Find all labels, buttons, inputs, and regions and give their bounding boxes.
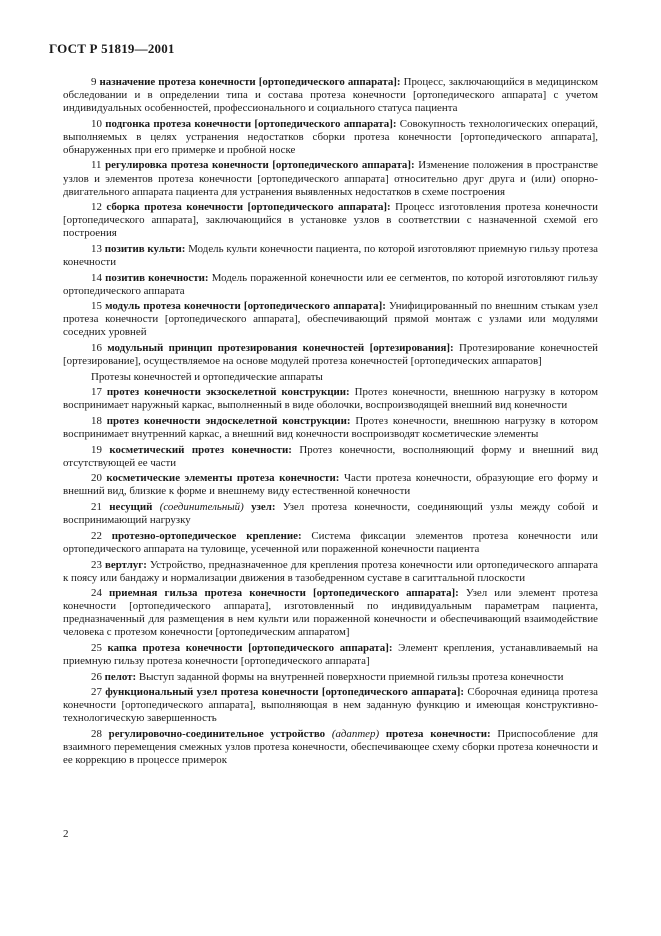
term-title: модульный принцип протезирования конечностей [ортезирования]: [107,342,454,355]
term-number: 22 [91,529,102,542]
term-entry [63,243,598,269]
term-definition: Процесс, заключающийся в медицинском обследовании и в определении типа и состава протеза конечности [ортопедического аппарата] с учетом индивидуальных особенностей, профессионального и социального статуса пациента [63,76,598,115]
term-number: 24 [91,587,102,600]
term-title: протез конечности экзоскелетной конструкции: [106,386,350,399]
term-title-italic: (адаптер) [325,728,380,741]
term-definition: Протез конечности, внешнюю нагрузку в котором воспринимает наружный каркас, выполненный в виде оболочки, воспроизводящей внешний вид конечности [63,386,598,412]
term-definition: Части протеза конечности, образующие его форму и внешний вид, близкие к форме и внешнему виду естественной конечности [63,472,598,498]
term-title: позитив культи: [104,242,186,255]
term-definition: Протезирование конечностей [ортезирование], осуществляемое на основе модулей протеза конечностей [ортопедических аппаратов] [63,342,598,368]
term-entry [63,342,598,368]
term-definition: Выступ заданной формы на внутренней поверхности приемной гильзы протеза конечности [136,670,564,683]
term-definition: Приспособление для взаимного перемещения смежных узлов протеза конечности, обеспечивающее схему сборки протеза конечности и ее коррекцию в процессе примерок [63,728,598,767]
term-definition: Изменение положения в пространстве узлов и элементов протеза конечности [ортопедического аппарата] относительно друг друга и (или) опорно-двигательного аппарата пациента для устранения выявленных недостатков в схеме построения [63,159,598,198]
term-title: косметические элементы протеза конечности: [106,472,340,485]
term-number: 17 [91,386,102,399]
term-number: 9 [91,76,97,88]
term-title: модуль протеза конечности [ортопедического аппарата]: [105,300,386,313]
term-definition: Модель культи конечности пациента, по которой изготовляют приемную гильзу протеза конечности [63,242,598,268]
term-title-italic: (соединительный) [152,501,244,514]
section-heading: Протезы конечностей и ортопедические аппараты [91,370,323,383]
term-title: функциональный узел протеза конечности [ортопедического аппарата]: [105,686,464,699]
term-entry [63,159,598,198]
term-entry [63,300,598,339]
term-number: 10 [91,117,102,130]
term-number: 15 [91,300,102,313]
term-number: 19 [91,443,102,456]
term-number: 25 [91,641,102,654]
term-number: 14 [91,271,102,284]
term-entry [63,530,598,556]
term-number: 20 [91,472,102,485]
term-title: регулировочно-соединительное устройство [108,728,326,741]
term-number: 12 [91,201,102,214]
term-entry [63,587,598,639]
term-entry [63,76,598,115]
term-definition: Модель пораженной конечности или ее сегментов, по которой изготовляют гильзу ортопедического аппарата [63,271,599,297]
term-entry [63,642,598,668]
term-entry [63,386,598,412]
term-title: капка протеза конечности [ортопедического аппарата]: [107,641,393,654]
term-title: регулировка протеза конечности [ортопедического аппарата]: [105,159,415,172]
term-definition: Узел или элемент протеза конечности [ортопедического аппарата], изготовленный по индивидуальным параметрам пациента, предназначенный для размещения в нем культи или пораженной конечности и обеспечивающий взаимодействие человека с протезом конечности [ортопедическим аппаратом] [63,587,598,639]
term-number: 28 [91,728,102,741]
term-entry [63,444,598,470]
term-entry [63,686,598,725]
term-title: назначение протеза конечности [ортопедического аппарата]: [99,76,401,88]
term-title: вертлуг: [104,558,147,571]
term-definition: Совокупность технологических операций, выполняемых в целях устранения недостатков сборки протеза конечности [ортопедического аппарата], обнаруженных при его примерке и пробной носке [63,117,598,156]
term-definition: Унифицированный по внешним стыкам узел протеза конечности [ортопедического аппарата], обеспечивающий прямой монтаж с узлами или модулями соседних уровней [63,300,598,339]
term-entry [63,201,598,240]
term-title: протезно-ортопедическое крепление: [111,529,302,542]
term-number: 16 [91,342,102,355]
terms-list [63,76,598,770]
term-number: 26 [91,670,102,683]
term-definition: Сборочная единица протеза конечности [ортопедического аппарата], выполняющая в нем заданную функцию и имеющая конструктивно-технологическую завершенность [63,686,599,725]
term-entry [63,728,598,767]
term-definition: Система фиксации элементов протеза конечности или ортопедического аппарата на туловище, усеченной или пораженной конечности пациента [63,529,598,555]
term-number: 11 [91,159,102,172]
term-entry [63,559,598,585]
term-number: 23 [91,558,102,571]
term-entry [63,501,598,527]
term-definition: Процесс изготовления протеза конечности [ортопедического аппарата], заключающийся в установке узлов в соответствии с назначенной схемой его построения [63,201,599,240]
term-title-end: протеза конечности: [379,728,491,741]
term-title: подгонка протеза конечности [ортопедического аппарата]: [105,117,397,130]
term-entry [63,118,598,157]
term-title: пелот: [104,670,137,683]
term-title-end: узел: [243,501,276,514]
term-title: позитив конечности: [105,271,209,284]
term-definition: Протез конечности, восполняющий форму и внешний вид отсутствующей ее части [63,443,598,469]
page-number: 2 [63,828,69,840]
term-title: сборка протеза конечности [ортопедического аппарата]: [106,201,391,214]
term-number: 21 [91,501,102,514]
term-definition: Протез конечности, внешнюю нагрузку в котором воспринимает внутренний каркас, а внешний вид конечности воспроизводят косметические элементы [63,415,598,441]
term-title: приемная гильза протеза конечности [ортопедического аппарата]: [108,587,459,600]
term-title: несущий [109,501,153,514]
term-title: косметический протез конечности: [109,443,292,456]
term-entry [63,472,598,498]
term-number: 18 [91,415,102,428]
term-number: 13 [91,242,102,255]
term-entry [63,272,598,298]
term-entry [63,415,598,441]
term-definition: Узел протеза конечности, соединяющий узлы между собой и воспринимающий нагрузку [63,501,598,527]
term-definition: Устройство, предназначенное для крепления протеза конечности или ортопедического аппарата к поясу или бандажу и нормализации движения в тазобедренном суставе в сагиттальной плоскости [63,558,598,584]
standard-code-header: ГОСТ Р 51819—2001 [49,41,175,56]
term-title: протез конечности эндоскелетной конструкции: [106,415,351,428]
term-number: 27 [91,686,102,699]
term-entry [63,671,598,684]
term-definition: Элемент крепления, устанавливаемый на приемную гильзу протеза конечности [ортопедического аппарата] [63,641,598,668]
